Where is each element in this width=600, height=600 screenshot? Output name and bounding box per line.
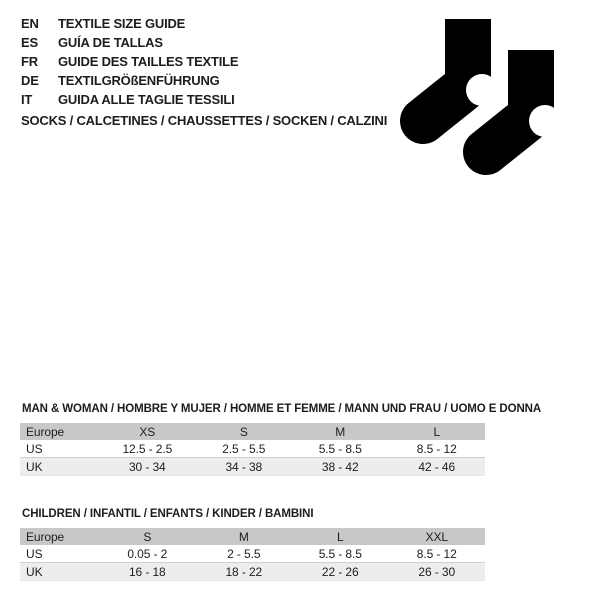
table-header-row [20,423,485,440]
column-header-size: M [292,423,388,440]
column-header-region: Europe [20,528,99,545]
language-row-de [21,71,238,90]
size-cell: 8.5 - 12 [389,440,486,458]
socks-icon [388,14,568,179]
row-label: US [20,545,99,563]
table-title-adults: MAN & WOMAN / HOMBRE Y MUJER / HOMME ET FEMME / MANN UND FRAU / UOMO E DONNA [22,403,542,415]
column-header-size: XS [99,423,195,440]
sock-back [423,19,498,121]
language-row-fr [21,52,238,71]
language-code: EN [21,16,39,31]
section-children [20,508,485,581]
row-label: US [20,440,99,458]
column-header-size: S [99,528,195,545]
row-label: UK [20,458,99,476]
language-code: ES [21,35,38,50]
language-label: TEXTILGRÖßENFÜHRUNG [58,73,220,88]
language-label: GUIDE DES TAILLES TEXTILE [58,54,239,69]
table-title-children: CHILDREN / INFANTIL / ENFANTS / KINDER / BAMBINI [22,508,314,520]
language-row-it [21,90,238,109]
size-table-adults [20,423,485,476]
language-code: FR [21,54,38,69]
language-label: GUÍA DE TALLAS [58,35,163,50]
size-cell: 0.05 - 2 [99,545,195,563]
size-cell: 30 - 34 [99,458,195,476]
size-cell: 42 - 46 [389,458,486,476]
table-row-us [20,440,485,458]
column-header-size: M [196,528,292,545]
table-row-uk [20,563,485,581]
language-label: TEXTILE SIZE GUIDE [58,16,186,31]
size-cell: 12.5 - 2.5 [99,440,195,458]
column-header-region: Europe [20,423,99,440]
size-cell: 38 - 42 [292,458,388,476]
column-header-size: L [292,528,388,545]
sock-front [486,50,561,152]
category-title: SOCKS / CALCETINES / CHAUSSETTES / SOCKEN / CALZINI [21,113,388,128]
language-row-es [21,33,238,52]
language-code: IT [21,92,33,107]
language-label: GUIDA ALLE TAGLIE TESSILI [58,92,235,107]
language-list [21,14,238,109]
language-row-en [21,14,238,33]
size-table-children [20,528,485,581]
size-cell: 2 - 5.5 [196,545,292,563]
size-cell: 8.5 - 12 [389,545,486,563]
table-row-us [20,545,485,563]
column-header-size: S [196,423,292,440]
size-cell: 22 - 26 [292,563,388,581]
size-cell: 2.5 - 5.5 [196,440,292,458]
column-header-size: L [389,423,486,440]
size-cell: 5.5 - 8.5 [292,440,388,458]
language-code: DE [21,73,39,88]
size-cell: 26 - 30 [389,563,486,581]
size-cell: 34 - 38 [196,458,292,476]
section-adults [20,403,542,476]
table-header-row [20,528,485,545]
size-cell: 18 - 22 [196,563,292,581]
table-row-uk [20,458,485,476]
size-cell: 16 - 18 [99,563,195,581]
column-header-size: XXL [389,528,486,545]
size-cell: 5.5 - 8.5 [292,545,388,563]
row-label: UK [20,563,99,581]
